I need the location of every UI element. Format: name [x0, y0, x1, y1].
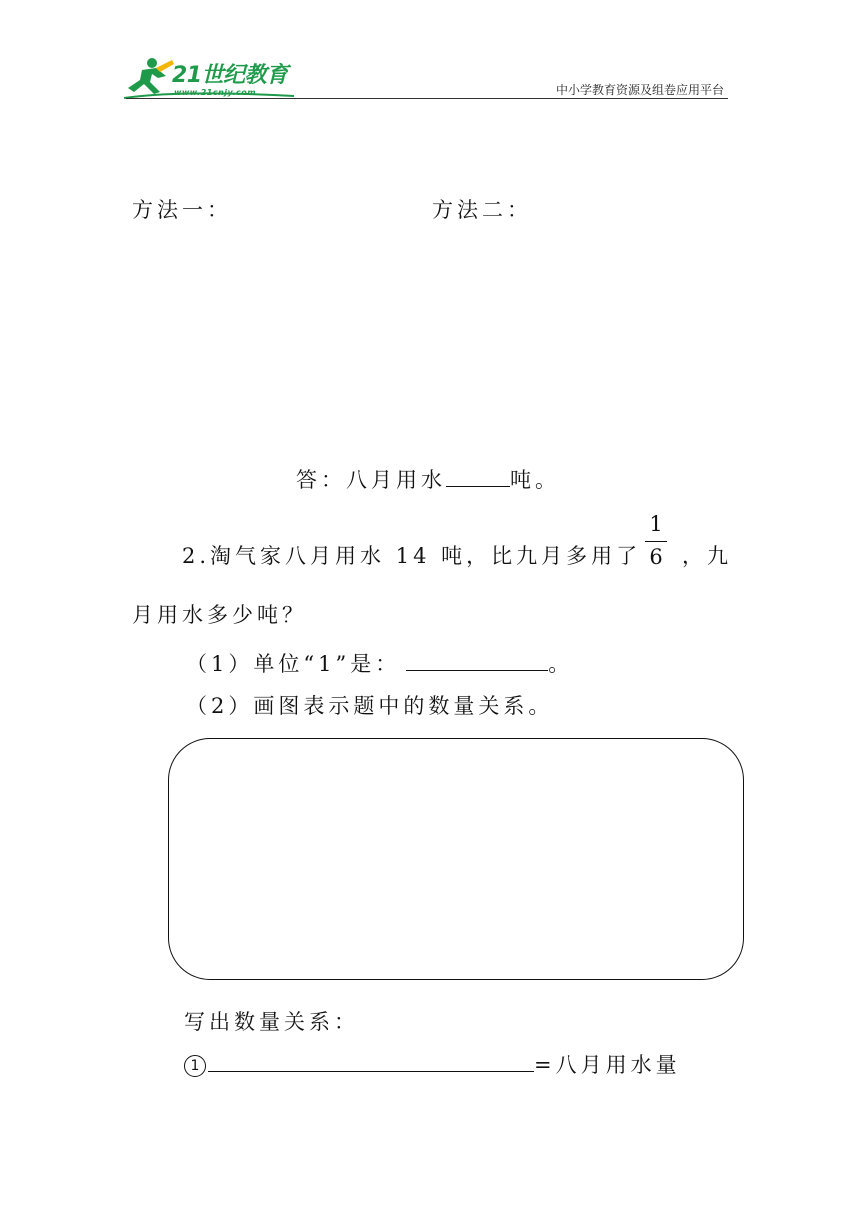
relation-item-1-suffix: =八月用水量: [534, 1053, 681, 1077]
answer-prefix: 答：八月用水: [296, 468, 446, 492]
question2: （2）画图表示题中的数量关系。: [186, 694, 554, 718]
relation-item-1: [184, 1049, 681, 1079]
fraction-denominator: 6: [649, 545, 663, 569]
header-divider: [126, 98, 728, 99]
logo-url: www.21cnjy.com: [174, 88, 257, 97]
question1-suffix: 。: [548, 652, 574, 676]
problem2-line2: 月用水多少吨？: [132, 603, 307, 627]
circled-number-1: 1: [184, 1055, 206, 1077]
question1-prefix: （1）单位“1”是：: [186, 652, 401, 676]
answer-suffix: 吨。: [510, 468, 560, 492]
relation-blank-1[interactable]: [208, 1070, 534, 1072]
fraction-one-sixth: [645, 514, 667, 568]
relations-heading: 写出数量关系：: [184, 1010, 359, 1034]
question1: [186, 648, 573, 678]
problem2-line1-end: ，九: [682, 544, 732, 568]
fraction-bar: [645, 541, 667, 542]
method-two-label: 方法二：: [432, 198, 532, 222]
unit-one-blank[interactable]: [406, 669, 548, 671]
drawing-area[interactable]: [168, 738, 744, 980]
fraction-numerator: 1: [649, 512, 663, 536]
logo-text: 21世纪教育: [172, 63, 288, 88]
answer-line: [296, 464, 560, 494]
answer-blank[interactable]: [446, 485, 510, 487]
site-tagline: 中小学教育资源及组卷应用平台: [555, 83, 724, 97]
method-one-label: 方法一：: [132, 198, 232, 222]
problem2-line1: 2.淘气家八月用水 14 吨，比九月多用了: [182, 544, 642, 568]
